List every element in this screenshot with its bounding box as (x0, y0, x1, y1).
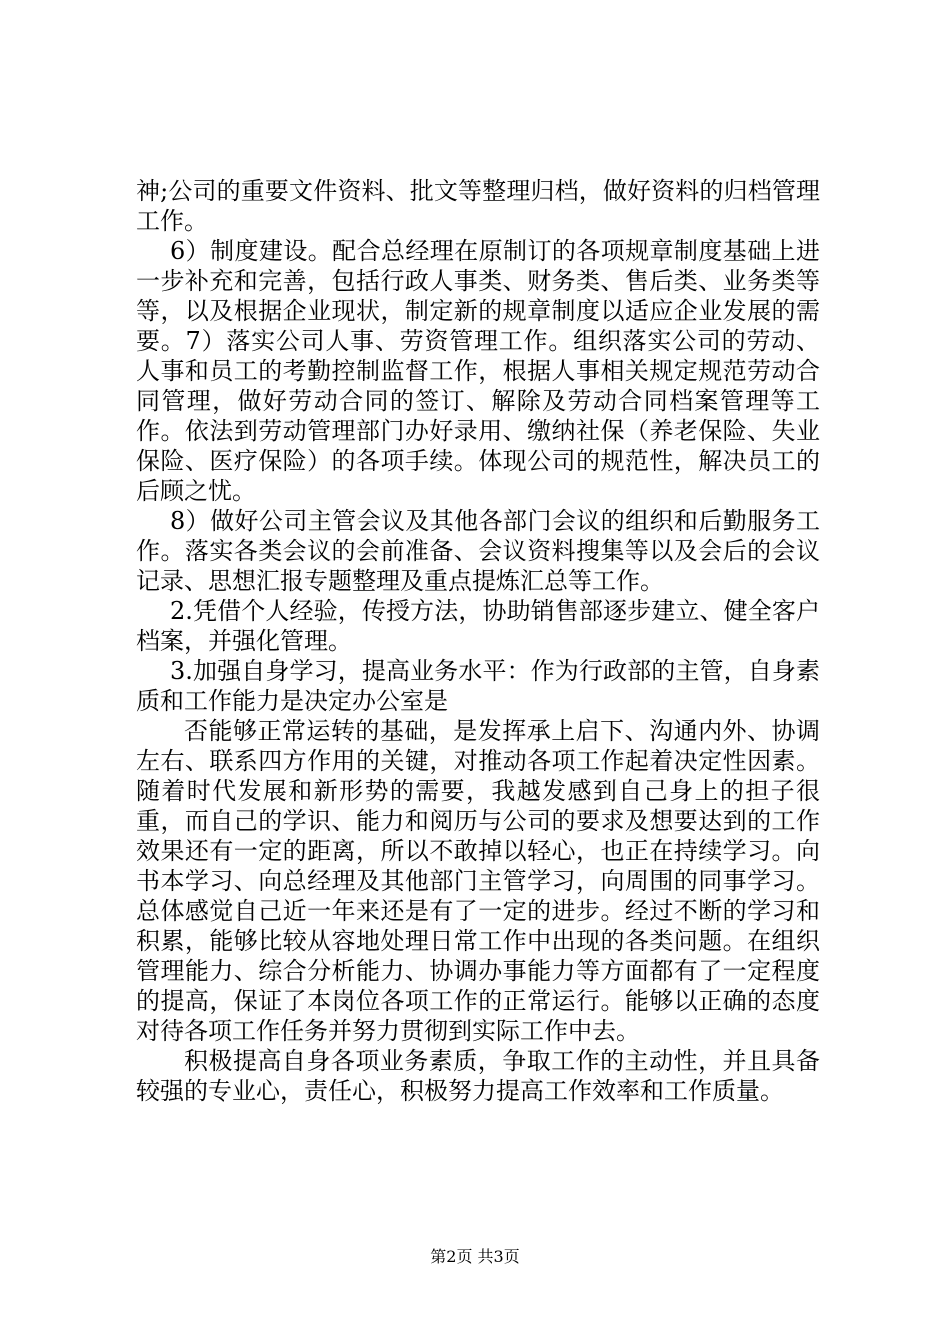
paragraph-quality: 积极提高自身各项业务素质，争取工作的主动性，并且具备较强的专业心，责任心，积极努力提高工作效率和工作质量。 (136, 1047, 820, 1105)
paragraph-self-study-continued: 否能够正常运转的基础，是发挥承上启下、沟通内外、协调左右、联系四方作用的关键，对推动各项工作起着决定性因素。随着时代发展和新形势的需要，我越发感到自己身上的担子很重，而自己的学识、能力和阅历与公司的要求及想要达到的工作效果还有一定的距离，所以不敢掉以轻心，也正在持续学习。向书本学习、向总经理及其他部门主管学习，向周围的同事学习。总体感觉自己近一年来还是有了一定的进步。经过不断的学习和积累，能够比较从容地处理日常工作中出现的各类问题。在组织管理能力、综合分析能力、协调办事能力等方面都有了一定程度的提高，保证了本岗位各项工作的正常运行。能够以正确的态度对待各项工作任务并努力贯彻到实际工作中去。 (136, 717, 820, 1045)
page-footer: 第2页 共3页 (430, 1247, 520, 1266)
document-body (136, 176, 820, 1106)
paragraph-meetings: 8）做好公司主管会议及其他各部门会议的组织和后勤服务工作。落实各类会议的会前准备、会议资料搜集等以及会后的会议记录、思想汇报专题整理及重点提炼汇总等工作。 (136, 507, 820, 595)
paragraph-archiving: 神;公司的重要文件资料、批文等整理归档，做好资料的归档管理工作。 (136, 177, 820, 235)
paragraph-customer-files: 2.凭借个人经验，传授方法，协助销售部逐步建立、健全客户档案，并强化管理。 (136, 597, 820, 655)
paragraph-system-building: 6）制度建设。配合总经理在原制订的各项规章制度基础上进一步补充和完善，包括行政人事类、财务类、售后类、业务类等等，以及根据企业现状，制定新的规章制度以适应企业发展的需要。7）落实公司人事、劳资管理工作。组织落实公司的劳动、人事和员工的考勤控制监督工作，根据人事相关规定规范劳动合同管理，做好劳动合同的签订、解除及劳动合同档案管理等工作。依法到劳动管理部门办好录用、缴纳社保（养老保险、失业保险、医疗保险）的各项手续。体现公司的规范性，解决员工的后顾之忧。 (136, 237, 820, 505)
paragraph-self-study: 3.加强自身学习，提高业务水平：作为行政部的主管，自身素质和工作能力是决定办公室是 (136, 657, 820, 715)
